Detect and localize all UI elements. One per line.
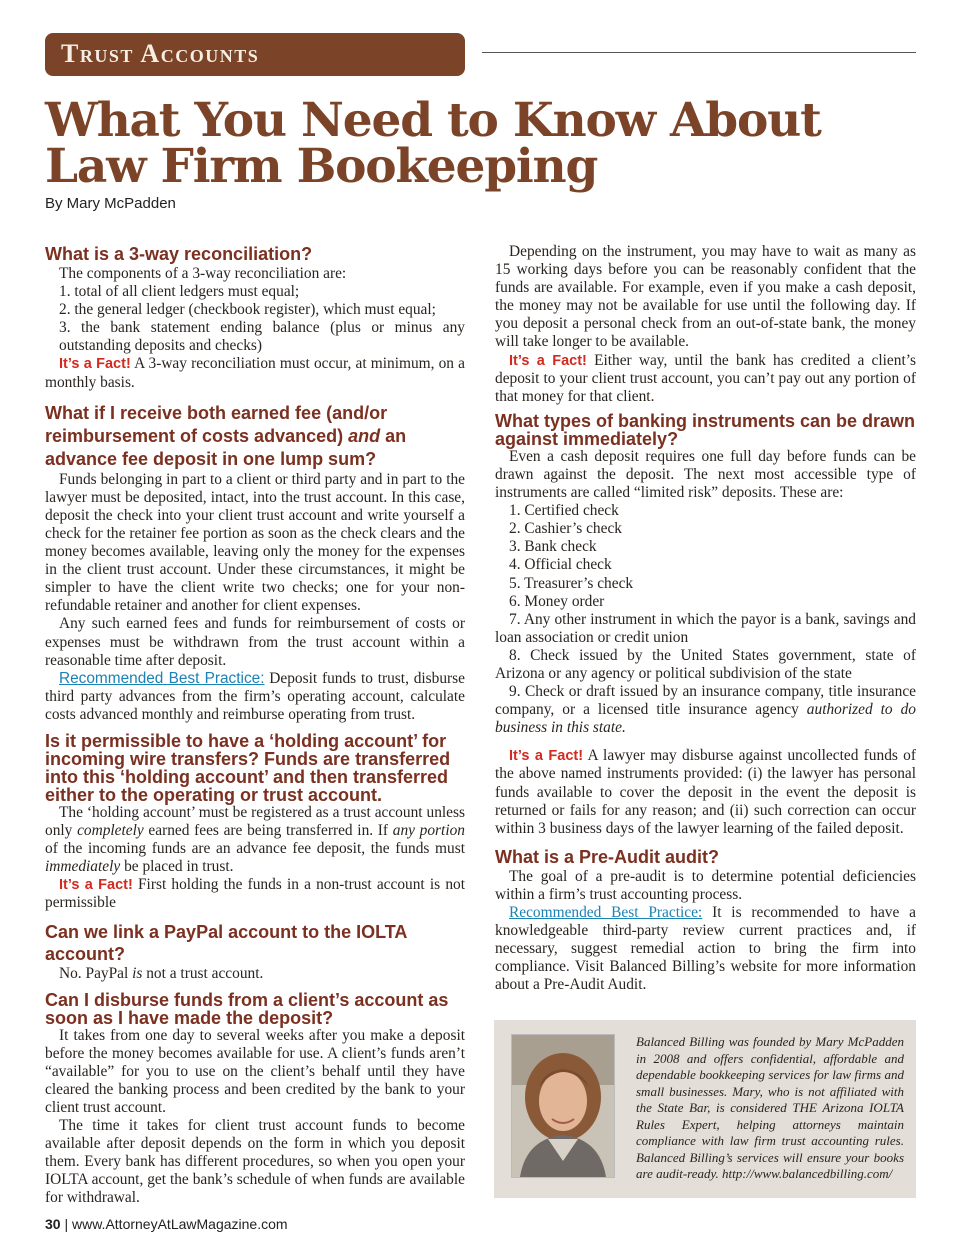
footer-site-link[interactable]: www.AttorneyAtLawMagazine.com <box>72 1216 288 1232</box>
list-item: 9. Check or draft issued by an insurance company, title insurance company, or a licensed title insurance agency authorized to do business in this state. <box>495 683 916 737</box>
fact-label: It’s a Fact! <box>509 748 584 765</box>
disburse-p2: The time it takes for client trust account funds to become available after deposit depends on the form in which you deposit them. Every bank has different procedures, so when you open your IOLTA account, get the bank’s schedule of when funds are available for withdrawal. <box>45 1117 465 1207</box>
left-column <box>45 243 465 1208</box>
list-item: 3. Bank check <box>509 538 597 556</box>
3way-list <box>45 283 465 355</box>
right-column <box>495 243 916 994</box>
earned-fee-p2: Any such earned fees and funds for reimbursement of costs or expenses must be withdrawn from the trust account within a reasonable time after deposit. <box>45 615 465 669</box>
instrument-wait-p: Depending on the instrument, you may have to wait as many as 15 working days before you can be reasonably confident that the funds are available. For example, even if you make a cash deposit, the money may not be available for use until the following day. If you deposit a personal check from an out-of-state bank, the money will take longer to be available. <box>495 243 916 351</box>
article-title: What You Need to Know About Law Firm Bookeeping <box>45 93 821 194</box>
earned-fee-p1: Funds belonging in part to a client or third party and in part to the lawyer must be deposited, intact, into the trust account. In this case, deposit the check into your client trust account and write yourself a check for the retainer fee portion as soon as the check clears and the money becomes available, leaving only the money for the expenses in the client trust account. Under these circumstances, it might be simpler to have the client write two checks; one for your non-refundable retainer and another for client expenses. <box>45 470 465 615</box>
heading-disburse: Can I disburse funds from a client’s account as soon as I have made the deposit? <box>45 989 449 1028</box>
banking-instruments-p1: Even a cash deposit requires one full day before funds can be drawn against the deposit. The next most accessible type of instruments are called “limited risk” deposits. These are: <box>495 447 916 502</box>
byline: By Mary McPadden <box>45 195 176 212</box>
disburse-p1: It takes from one day to several weeks after you make a deposit before the money becomes available for use. A client’s funds aren’t “available” for you to use on the client’s behalf until they have cleared the banking process and been credited by the bank to your client trust account. <box>45 1026 465 1116</box>
earned-fee-rbp: Recommended Best Practice: Deposit funds to trust, disburse third party advances from the firm’s operating account, calculate costs advanced monthly and reimburse operating from trust. <box>45 669 466 723</box>
rbp-link[interactable]: Recommended Best Practice: <box>509 904 703 921</box>
pre-audit-p1: The goal of a pre-audit is to determine potential deficiencies within a firm’s trust accounting process. <box>495 867 916 903</box>
list-item: 2. the general ledger (checkbook register), which must equal; <box>59 301 436 319</box>
instrument-wait-fact: It’s a Fact! Either way, until the bank has credited a client’s deposit to your client trust account, you can’t pay out any portion of that money for that client. <box>495 351 916 405</box>
instrument-list <box>495 502 916 611</box>
author-photo <box>511 1034 615 1178</box>
heading-pre-audit: What is a Pre-Audit audit? <box>495 846 720 867</box>
fact-label: It’s a Fact! <box>59 877 133 894</box>
header-rule <box>482 52 916 53</box>
page-number: 30 <box>45 1216 61 1232</box>
author-bio-box <box>494 1020 916 1198</box>
list-item: 1. total of all client ledgers must equal; <box>59 283 300 301</box>
list-item: 6. Money order <box>509 592 605 610</box>
3way-fact: It’s a Fact! A 3-way reconciliation must occur, at minimum, on a monthly basis. <box>45 355 465 391</box>
fact-label: It’s a Fact! <box>59 356 131 373</box>
list-item: 2. Cashier’s check <box>509 520 622 538</box>
list-item: 7. Any other instrument in which the payor is a bank, savings and loan association or credit union <box>495 610 916 646</box>
heading-banking-instruments: What types of banking instruments can be drawn against immediately? <box>495 410 916 449</box>
heading-earned-fee: What if I receive both earned fee (and/or reimbursement of costs advanced) and an advance fee deposit in one lump sum? <box>45 402 407 469</box>
heading-3way: What is a 3-way reconciliation? <box>45 244 313 264</box>
footer-separator: | <box>60 1216 72 1232</box>
uncollected-funds-fact: It’s a Fact! A lawyer may disburse against uncollected funds of the above named instruments provided: (i) the lawyer has personal funds available to cover the deposit in the event the deposit is returned or fails for any reason; and (ii) such correction can occur within 3 business days of the lawyer learning of the failed deposit. <box>495 747 916 837</box>
holding-account-fact: It’s a Fact! First holding the funds in a non-trust account is not permissible <box>45 876 465 912</box>
list-item: 1. Certified check <box>509 502 619 520</box>
section-banner <box>45 33 465 76</box>
list-item: 4. Official check <box>509 556 612 574</box>
list-item: 3. the bank statement ending balance (plus or minus any outstanding deposits and checks) <box>59 319 465 355</box>
3way-intro: The components of a 3-way reconciliation are: <box>59 265 347 282</box>
list-item: 8. Check issued by the United States government, state of Arizona or any agency or political subdivision of the state <box>495 646 916 682</box>
author-bio-text: Balanced Billing was founded by Mary McPadden in 2008 and offers confidential, affordable and dependable bookkeeping services for law firms and small businesses. Mary, who is not affiliated with the State Bar, is considered THE Arizona IOLTA Rules Expert, helping attorneys maintain compliance with law firm trust accounting rules. Balanced Billing’s services will ensure your books are audit-ready. http://www.balancedbilling.com/ <box>636 1034 904 1181</box>
paypal-p1: No. PayPal is not a trust account. <box>59 964 264 982</box>
heading-holding-account: Is it permissible to have a ‘holding account’ for incoming wire transfers? Funds are transferred into this ‘holding account’ and then transferred either to the operating or trust account. <box>45 730 451 805</box>
rbp-link[interactable]: Recommended Best Practice: <box>59 669 265 687</box>
heading-paypal: Can we link a PayPal account to the IOLTA account? <box>45 921 407 964</box>
page-footer <box>45 1216 288 1232</box>
fact-label: It’s a Fact! <box>509 352 587 369</box>
list-item: 5. Treasurer’s check <box>509 574 634 592</box>
section-banner-label: Trust Accounts <box>61 39 260 68</box>
pre-audit-rbp: Recommended Best Practice: It is recommended to have a knowledgeable third-party review current practices and, if necessary, suggest remedial action to bring the firm into compliance. Visit Balanced Billing’s website for more information about a Pre-Audit Audit. <box>495 904 916 994</box>
author-photo-image <box>512 1035 614 1177</box>
holding-account-p1: The ‘holding account’ must be registered as a trust account unless only completely earned fees are being transferred in. If any portion of the incoming funds are an advance fee deposit, the funds must immediately be placed in trust. <box>45 803 465 876</box>
